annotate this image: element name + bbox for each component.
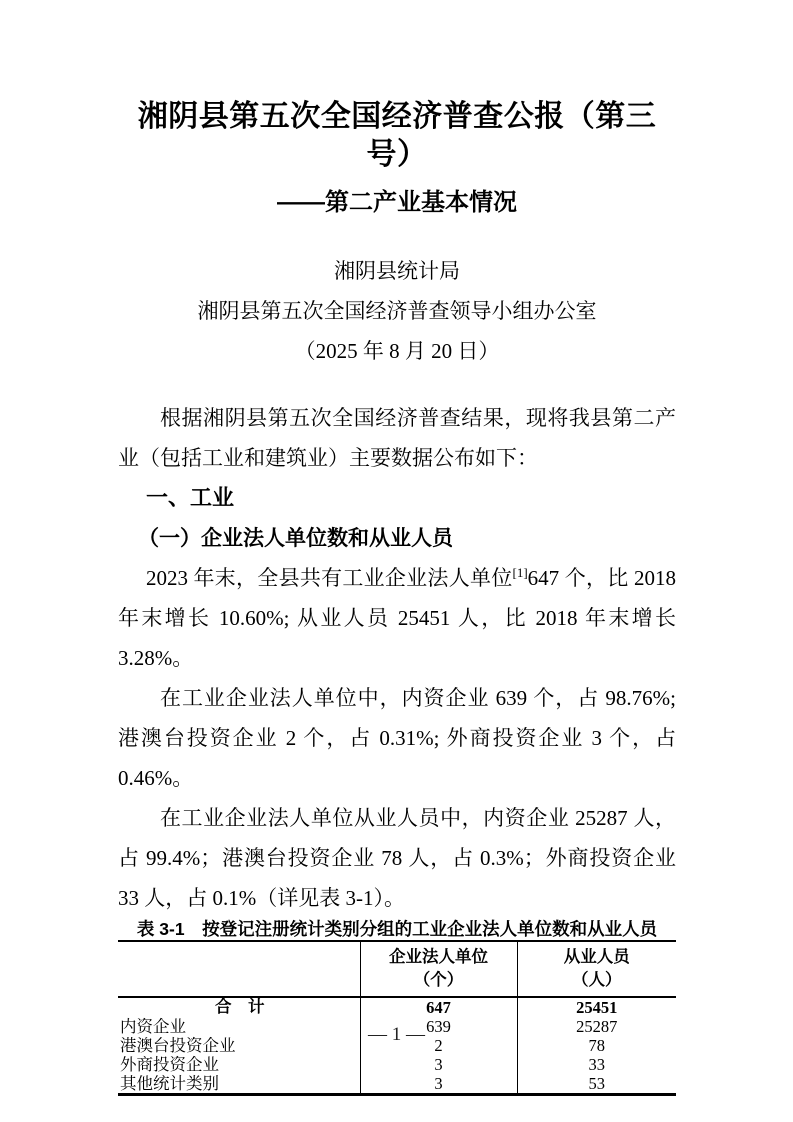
page-subtitle: ——第二产业基本情况 xyxy=(277,189,517,216)
row-label: 内资企业 xyxy=(120,1017,186,1036)
row-units-value: 639 xyxy=(360,1017,517,1036)
row-units-value: 647 xyxy=(360,997,517,1017)
header-units-line2: （个） xyxy=(413,971,464,989)
table-header-row xyxy=(118,941,676,997)
row-label: 港澳台投资企业 xyxy=(120,1036,236,1055)
paragraph-employee-breakdown: 在工业企业法人单位从业人员中，内资企业 25287 人，占 99.4%；港澳台投资企业 78 人，占 0.3%；外商投资企业 33 人，占 0.1%（详见表 3-1）。 xyxy=(118,806,676,910)
header-units-line1: 企业法人单位 xyxy=(389,948,488,966)
footnote-marker: [1] xyxy=(512,565,528,580)
page-number: — 1 — xyxy=(368,1024,425,1045)
row-units-value: 3 xyxy=(360,1074,517,1095)
header-employees-line1: 从业人员 xyxy=(563,948,630,966)
header-employees-cell xyxy=(517,941,676,997)
row-units-value: 3 xyxy=(360,1055,517,1074)
row-label: 其他统计类别 xyxy=(120,1074,219,1093)
byline xyxy=(118,251,676,371)
paragraph-unit-breakdown: 在工业企业法人单位中，内资企业 639 个，占 98.76%; 港澳台投资企业 2 个，占 0.31%; 外商投资企业 3 个，占 0.46%。 xyxy=(118,686,676,790)
table-row-other xyxy=(118,1074,676,1095)
row-employees-value: 53 xyxy=(517,1074,676,1095)
header-units-cell xyxy=(360,941,517,997)
paragraph-units xyxy=(118,558,676,678)
row-employees-value: 25451 xyxy=(517,997,676,1017)
table-caption: 表 3-1 按登记注册统计类别分组的工业企业法人单位数和从业人员 xyxy=(136,919,658,939)
table-row-foreign xyxy=(118,1055,676,1074)
table-3-1 xyxy=(118,940,676,1096)
row-label: 合 计 xyxy=(215,998,265,1016)
header-stub-cell xyxy=(118,941,360,997)
section-heading-industry: 一、工业 xyxy=(146,485,235,510)
byline-agency: 湘阴县统计局 xyxy=(334,259,460,283)
page-title: 湘阴县第五次全国经济普查公报（第三号） xyxy=(137,100,657,171)
row-employees-value: 33 xyxy=(517,1055,676,1074)
row-employees-value: 25287 xyxy=(517,1017,676,1036)
document-body xyxy=(118,398,676,918)
row-label: 外商投资企业 xyxy=(120,1055,219,1074)
row-units-value: 2 xyxy=(360,1036,517,1055)
table-row-total xyxy=(118,997,676,1017)
paragraph-units-after: 647 个，比 2018 年末增长 10.60%; 从业人员 25451 人，比 2018 年末增长 3.28%。 xyxy=(118,566,676,670)
row-employees-value: 78 xyxy=(517,1036,676,1055)
intro-paragraph: 根据湘阴县第五次全国经济普查结果，现将我县第二产业（包括工业和建筑业）主要数据公布如下： xyxy=(118,406,676,470)
byline-office: 湘阴县第五次全国经济普查领导小组办公室 xyxy=(197,299,597,323)
paragraph-units-before: 2023 年末，全县共有工业企业法人单位 xyxy=(146,566,513,590)
subsection-heading-units-employees: （一）企业法人单位数和从业人员 xyxy=(138,526,453,550)
byline-date: （2025 年 8 月 20 日） xyxy=(294,339,500,363)
header-employees-line2: （人） xyxy=(572,971,622,989)
